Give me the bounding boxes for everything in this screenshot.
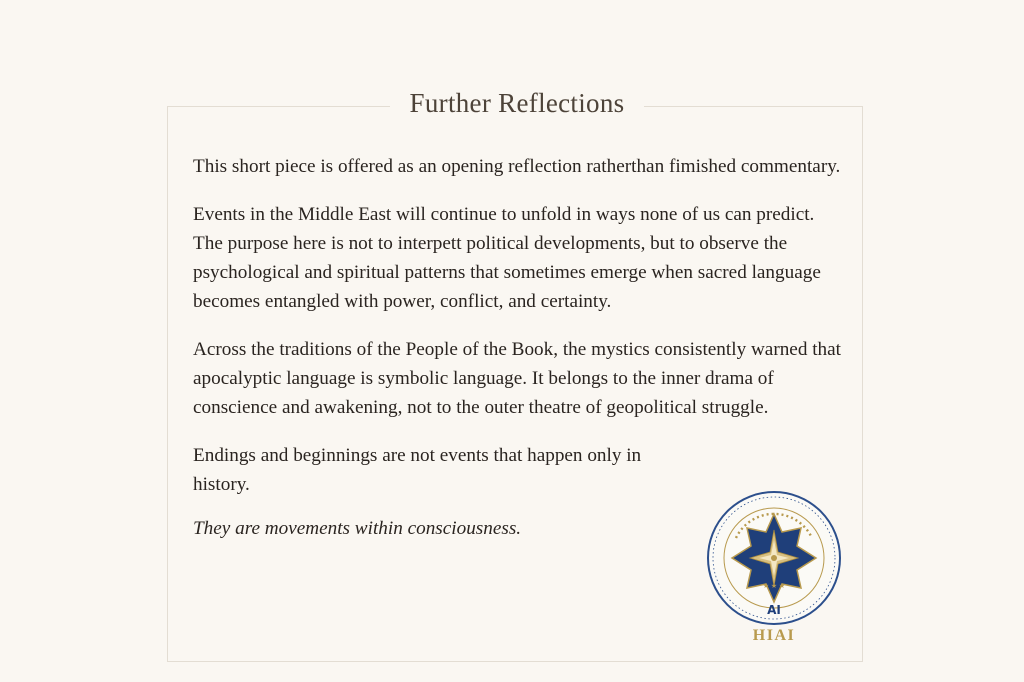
- seal-center-label: AI: [767, 603, 781, 617]
- page-title-text: Further Reflections: [390, 88, 645, 118]
- closing-emphasis: movements within consciousness.: [264, 518, 522, 539]
- svg-text:★ ★ ★: ★ ★ ★: [762, 582, 786, 590]
- seal-icon: [706, 490, 842, 646]
- closing-prefix: They are: [193, 518, 265, 539]
- paragraph-2: Events in the Middle East will continue to unfold in ways none of us can predict. The purpose here is not to interpett political developments, but to observe the psychological and spiritual patterns that sometimes emerge when sacred language becomes entangled with power, conflict, and certainty.: [193, 204, 821, 312]
- page-title: [0, 88, 1024, 119]
- hiai-seal-logo: [706, 490, 842, 646]
- paragraph-4: Endings and beginnings are not events that happen only in history.: [193, 445, 642, 495]
- paragraph-3: Across the traditions of the People of the Book, the mystics consistently warned that apocalyptic language is symbolic language. It belongs to the inner drama of conscience and awakening, not to the outer theatre of geopolitical struggle.: [193, 339, 841, 418]
- seal-caption: HIAI: [752, 627, 796, 644]
- paragraph-1: This short piece is offered as an opening reflection ratherthan fimished commentary.: [193, 156, 841, 177]
